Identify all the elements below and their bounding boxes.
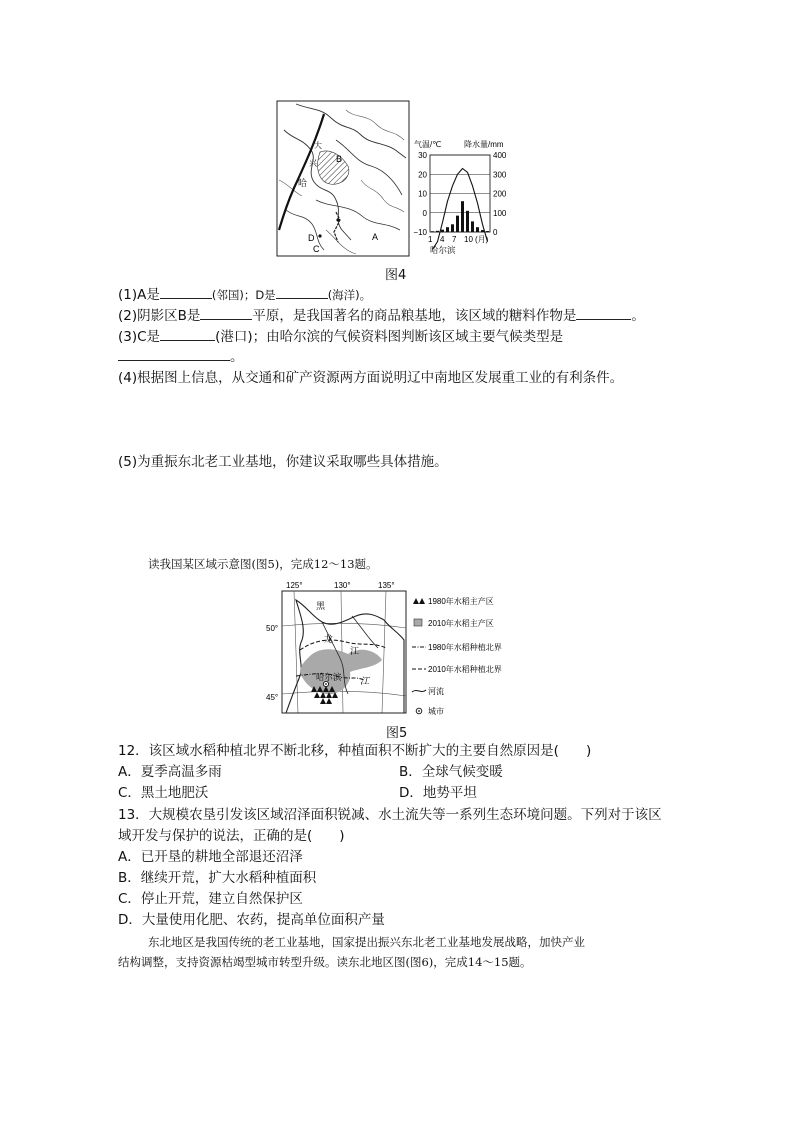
- precip-bar: [441, 230, 444, 232]
- q2-line: [118, 306, 645, 326]
- q13-option-c[interactable]: C．停止开荒，建立自然保护区: [118, 891, 303, 907]
- q1-text-b: (邻国)；D是: [211, 288, 276, 302]
- q13-stem-1: 13．大规模农垦引发该区域沼泽面积锐减、水土流失等一系列生态环境问题。下列对于该区: [118, 807, 662, 823]
- precip-bar: [431, 231, 434, 232]
- fig4-label-text1: 大: [314, 141, 322, 150]
- q13-option-b[interactable]: B．继续开荒，扩大水稻种植面积: [118, 870, 317, 886]
- q13-option-d[interactable]: D．大量使用化肥、农药，提高单位面积产量: [118, 912, 385, 928]
- month-tick-1: 1: [428, 235, 433, 244]
- month-tick-4: 4: [440, 235, 445, 244]
- figure-5: [256, 576, 546, 721]
- fig4-label-a: A: [372, 232, 379, 242]
- precip-bar: [456, 216, 459, 232]
- q13-option-a[interactable]: A．已开垦的耕地全部退还沼泽: [118, 849, 303, 865]
- fig5-label-long: 龙: [324, 634, 334, 644]
- lon-tick-130: 130°: [334, 581, 351, 590]
- q12-stem: 12．该区域水稻种植北界不断北移，种植面积不断扩大的主要自然原因是( ): [118, 743, 592, 759]
- month-unit: (月): [475, 235, 489, 244]
- q3-text-c: 。: [230, 349, 244, 365]
- q2-text-c: 。: [631, 308, 645, 324]
- q1-text-c: (海洋)。: [327, 288, 372, 302]
- fig4-label-c: C: [313, 244, 320, 254]
- q2-text-b: 平原，是我国著名的商品粮基地，该区域的糖料作物是: [252, 308, 577, 324]
- q2-blank-crop[interactable]: [576, 306, 631, 320]
- q2-text-a: (2)阴影区B是: [118, 308, 201, 324]
- precip-bar: [436, 231, 439, 232]
- legend-line1980: 1980年水稻种植北界: [428, 643, 502, 652]
- fig5-label-hei: 黑: [316, 601, 326, 611]
- fig4-label-harbin: 哈: [298, 178, 308, 188]
- legend-city: 城市: [428, 707, 444, 716]
- temp-tick: 10: [418, 189, 427, 199]
- fig4-caption: 图4: [385, 268, 407, 283]
- temp-tick: −10: [413, 228, 427, 237]
- q5-line: (5)为重振东北老工业基地，你建议采取哪些具体措施。: [118, 454, 448, 470]
- fig5-map: [256, 576, 546, 721]
- temp-tick: 0: [422, 208, 427, 218]
- q12-option-c[interactable]: C．黑土地肥沃: [118, 785, 209, 801]
- q1-text-a: (1)A是: [118, 287, 160, 303]
- q12-option-d[interactable]: D．地势平坦: [399, 785, 477, 801]
- climate-city: 哈尔滨: [430, 245, 456, 255]
- q1-line: [118, 285, 371, 305]
- figure-4: [276, 100, 526, 260]
- q3-line2: [118, 347, 244, 367]
- precip-tick: 0: [493, 228, 498, 237]
- precip-bar: [461, 201, 464, 232]
- temp-tick: 30: [418, 151, 427, 160]
- precip-bar: [486, 231, 489, 232]
- legend-rice2010: 2010年水稻主产区: [428, 619, 494, 628]
- fig4-label-text2: 兴: [309, 159, 317, 168]
- q12-option-b[interactable]: B．全球气候变暖: [399, 764, 503, 780]
- q3-blank-c[interactable]: [160, 327, 215, 341]
- lon-tick-135: 135°: [378, 581, 395, 590]
- fig5-label-harbin: 哈尔滨: [316, 672, 342, 682]
- month-tick-7: 7: [452, 235, 457, 244]
- legend-river: 河流: [428, 687, 444, 696]
- precip-bar: [466, 211, 469, 232]
- q4-line: (4)根据图上信息，从交通和矿产资源两方面说明辽中南地区发展重工业的有利条件。: [118, 370, 624, 386]
- fig5-legend: [412, 596, 502, 716]
- intro-fig5: 读我国某区域示意图(图5)，完成12～13题。: [148, 557, 378, 571]
- q12-option-a[interactable]: A．夏季高温多雨: [118, 764, 222, 780]
- fig5-label-jiang2: 江: [360, 676, 370, 686]
- precip-bar: [446, 227, 449, 232]
- q2-blank-b[interactable]: [200, 306, 252, 320]
- q1-blank-a[interactable]: [160, 285, 212, 299]
- precip-bar: [451, 224, 454, 232]
- precip-bar: [476, 227, 479, 232]
- precip-bar: [481, 230, 484, 232]
- precip-axis-label: 降水量/mm: [464, 140, 504, 149]
- fig5-caption: 图5: [386, 726, 408, 741]
- precip-bar: [471, 221, 474, 232]
- intro-fig6-line2: 结构调整，支持资源枯竭型城市转型升级。读东北地区图(图6)，完成14～15题。: [118, 955, 532, 969]
- q3-text-b: (港口)；由哈尔滨的气候资料图判断该区域主要气候类型是: [215, 329, 564, 345]
- fig4-map: [276, 100, 411, 258]
- q1-blank-d[interactable]: [276, 285, 328, 299]
- lat-tick-50: 50°: [266, 624, 279, 633]
- fig4-label-d: D: [308, 233, 315, 243]
- intro-fig6-line1: 东北地区是我国传统的老工业基地，国家提出振兴东北老工业基地发展战略，加快产业: [148, 935, 585, 949]
- legend-gray-box-icon: [414, 619, 422, 626]
- month-tick-10: 10: [464, 235, 473, 244]
- legend-line2010: 2010年水稻种植北界: [428, 665, 502, 674]
- q3-blank-climate[interactable]: [118, 347, 230, 361]
- fig4-label-b: B: [336, 154, 343, 164]
- q13-stem-2: 域开发与保护的说法，正确的是( ): [118, 828, 345, 844]
- precip-tick: 200: [493, 189, 507, 199]
- precip-tick: 400: [493, 151, 507, 160]
- legend-triangle-icon: [413, 598, 425, 604]
- lon-tick-125: 125°: [286, 581, 303, 590]
- precip-tick: 100: [493, 208, 507, 218]
- q3-line: [118, 327, 563, 347]
- precip-tick: 300: [493, 170, 507, 180]
- fig5-label-jiang: 江: [350, 646, 360, 656]
- q3-text-a: (3)C是: [118, 329, 161, 345]
- temp-tick: 20: [418, 170, 427, 180]
- lat-tick-45: 45°: [266, 693, 279, 702]
- legend-river-icon: [412, 690, 426, 692]
- harbin-climate-chart: [412, 100, 530, 260]
- legend-rice1980: 1980年水稻主产区: [428, 597, 494, 606]
- temp-axis-label: 气温/℃: [414, 140, 442, 149]
